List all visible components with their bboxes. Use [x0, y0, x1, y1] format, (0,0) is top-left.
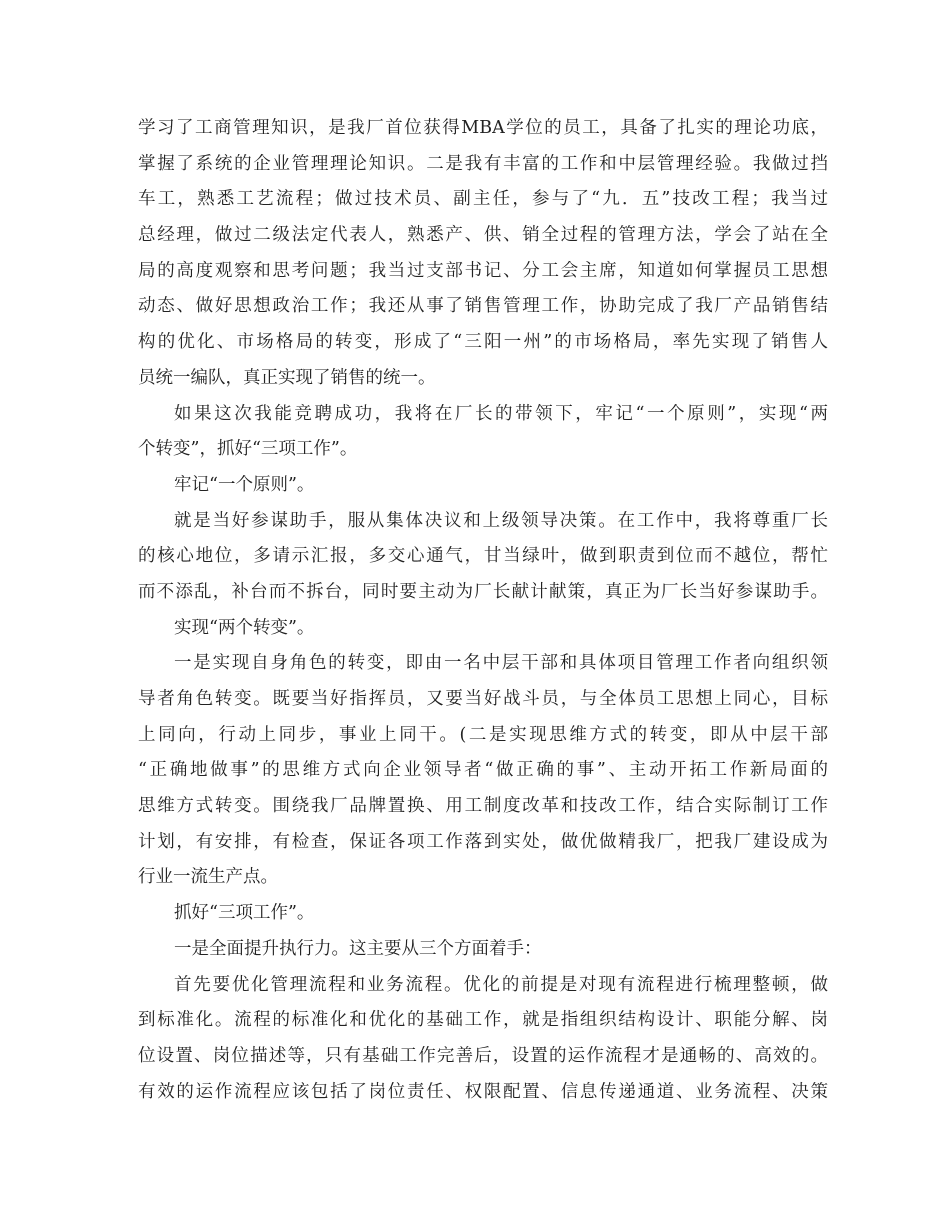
- text-line: 上同向，行动上同步，事业上同干。(二是实现思维方式的转变，即从中层干部: [138, 724, 828, 745]
- text-line: 导者角色转变。既要当好指挥员，又要当好战斗员，与全体员工思想上同心，目标: [138, 689, 828, 709]
- text-line: 有效的运作流程应该包括了岗位责任、权限配置、信息传递通道、业务流程、决策: [138, 1081, 828, 1102]
- text-line: 一是实现自身角色的转变，即由一名中层干部和具体项目管理工作者向组织领: [174, 653, 828, 674]
- text-line: 位设置、岗位描述等，只有基础工作完善后，设置的运作流程才是通畅的、高效的。: [138, 1045, 828, 1066]
- text-line: 动态、做好思想政治工作；我还从事了销售管理工作，协助完成了我厂产品销售结: [138, 296, 828, 317]
- text-line: 掌握了系统的企业管理理论知识。二是我有丰富的工作和中层管理经验。我做过挡: [138, 153, 828, 174]
- text-line: 个转变”，抓好“三项工作”。: [138, 439, 358, 460]
- text-line: 构的优化、市场格局的转变，形成了“三阳一州”的市场格局，率先实现了销售人: [138, 332, 828, 353]
- text-line: 实现“两个转变”。: [174, 617, 315, 638]
- text-line: 就是当好参谋助手，服从集体决议和上级领导决策。在工作中，我将尊重厂长: [174, 510, 828, 531]
- text-line: 行业一流生产点。: [138, 867, 278, 888]
- text-line: 思维方式转变。围绕我厂品牌置换、用工制度改革和技改工作，结合实际制订工作: [138, 796, 828, 817]
- text-line: 学习了工商管理知识，是我厂首位获得MBA学位的员工，具备了扎实的理论功底，: [138, 118, 828, 138]
- text-line: 一是全面提升执行力。这主要从三个方面着手：: [174, 938, 542, 959]
- text-line: 抓好“三项工作”。: [174, 903, 315, 924]
- text-line: 如果这次我能竞聘成功，我将在厂长的带领下，牢记“一个原则”，实现“两: [174, 403, 828, 424]
- text-line: 牢记“一个原则”。: [174, 474, 315, 495]
- text-line: 员统一编队，真正实现了销售的统一。: [138, 367, 436, 388]
- text-line: 到标准化。流程的标准化和优化的基础工作，就是指组织结构设计、职能分解、岗: [138, 1010, 828, 1031]
- text-line: 局的高度观察和思考问题；我当过支部书记、分工会主席，知道如何掌握员工思想: [138, 260, 828, 281]
- text-line: “正确地做事”的思维方式向企业领导者“做正确的事”、主动开拓工作新局面的: [138, 760, 828, 781]
- text-line: 首先要优化管理流程和业务流程。优化的前提是对现有流程进行梳理整顿，做: [174, 974, 828, 995]
- body-text: [138, 111, 828, 1110]
- text-line: 计划，有安排，有检查，保证各项工作落到实处，做优做精我厂，把我厂建设成为: [138, 831, 828, 852]
- text-line: 的核心地位，多请示汇报，多交心通气，甘当绿叶，做到职责到位而不越位，帮忙: [138, 546, 828, 567]
- text-line: 车工，熟悉工艺流程；做过技术员、副主任，参与了“九．五”技改工程；我当过: [138, 189, 828, 210]
- text-line: 而不添乱，补台而不拆台，同时要主动为厂长献计献策，真正为厂长当好参谋助手。: [138, 581, 828, 602]
- text-line: 总经理，做过二级法定代表人，熟悉产、供、销全过程的管理方法，学会了站在全: [138, 225, 828, 246]
